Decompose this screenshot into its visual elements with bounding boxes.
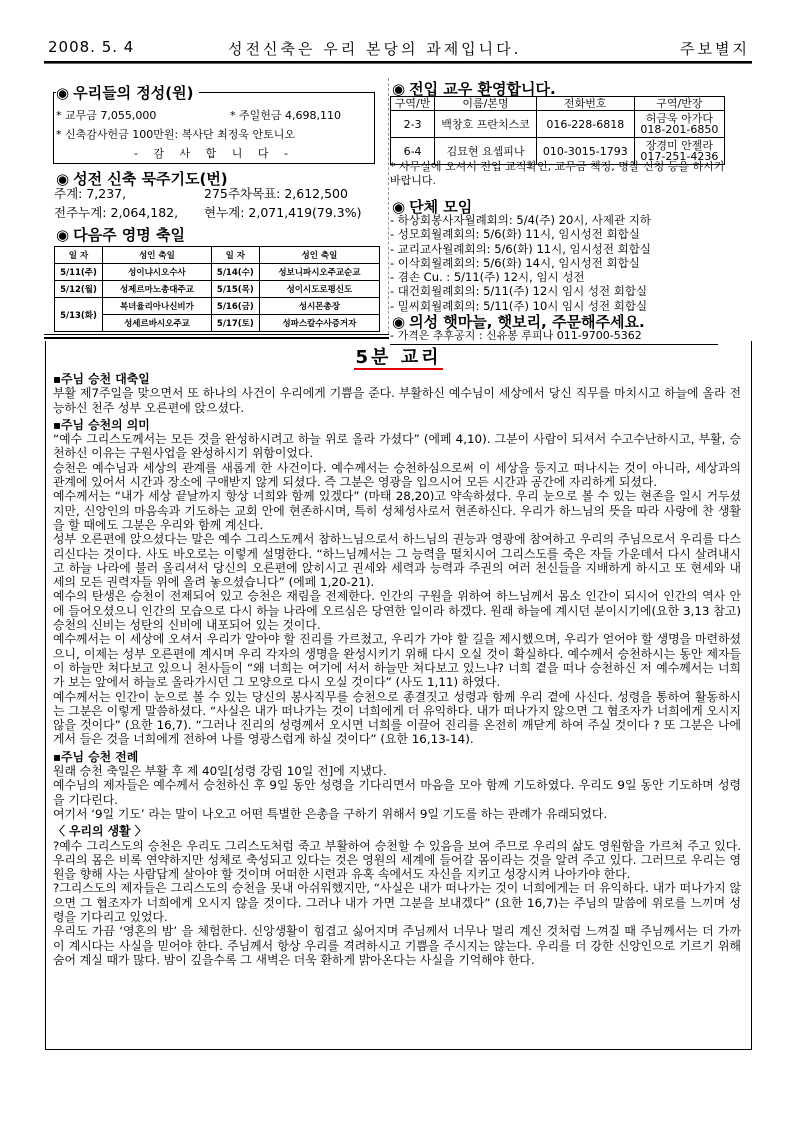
- offering-item: * 주일헌금 4,698,110: [230, 109, 341, 122]
- cell: 016-228-6818: [536, 111, 634, 138]
- cell: 성파스칼수사증거자: [259, 315, 379, 332]
- paragraph: ?그리스도의 제자들은 그리스도의 승천을 못내 아쉬워했지만, “사실은 내가 떠나가는 것이 너희에게는 더 유익하다. 내가 떠나가지 않으면 그 협조자가 너희에게 오시지 않을 것이다. 그러나 내가 가면 그분을 보내겠다” (요한 16,7)는 주님의 말씀에 위로를 느끼며 성령을 기다리고 있었다.: [53, 881, 741, 924]
- cell: [634, 111, 724, 138]
- garlic-heading: ◉ 의성 햇마늘, 햇보리, 주문해주세요.: [392, 313, 645, 331]
- section-heading: 〈 우리의 생활 〉: [53, 824, 147, 839]
- cell: 복녀율리아나신비가: [103, 298, 212, 315]
- garlic-note: - 가격은 추후공지 : 신유봉 루피나 011-9700-5362: [390, 327, 718, 345]
- paragraph: 부활 제7주일을 맞으면서 또 하나의 사건이 우리에게 기쁨을 준다. 부활하신 예수님이 세상에서 당신 직무를 마치시고 하늘에 올라 전능하신 천주 성부 오른편에 앉으셨다.: [53, 386, 741, 415]
- list-item: - 이삭회월례회의: 5/6(화) 14시, 임시성전 회합실: [390, 255, 640, 270]
- paragraph: 예수의 탄생은 승천이 전제되어 있고 승천은 재림을 전제한다. 인간의 구원을 위하여 하느님께서 몸소 인간이 되시어 인간의 역사 안에 들어오셨으니 인간의 모습으로 다시 하늘 나라에 오르심은 당연한 일이라 하겠다. 원래 하늘에 계시던 분이시기에(요한 3,13 참고) 승천의 신비는 성탄의 신비에 내포되어 있는 것이다.: [53, 589, 741, 633]
- cell: 5/12(월): [55, 281, 103, 298]
- bullseye-icon: ◉: [56, 226, 70, 244]
- column-header: 성인 축일: [259, 247, 379, 264]
- rosary-prev: 전주누계: 2,064,182,: [54, 205, 179, 220]
- paragraph: 우리도 가끔 ‘영혼의 밤’ 을 체험한다. 신앙생활이 힘겹고 싫어지며 주님께서 너무나 멀리 계신 것처럼 느껴질 때 주님께서는 더 가까이 계시다는 사실을 믿어야 한다. 주님께서 항상 우리를 격려하시고 기쁨을 주시지는 않는다. 우리를 더 강한 신앙인으로 기르기 위해 숨어 계실 때가 많다. 밤이 깊을수록 그 새벽은 더욱 환하게 밝아온다는 사실을 기억해야 한다.: [53, 924, 741, 967]
- offering-thanks: - 감 사 합 니 다 -: [133, 147, 295, 160]
- list-item: - 밀씨회월례회의: 5/11(주) 10시 임시 성전 회합실: [390, 298, 648, 313]
- paragraph: ?예수 그리스도의 승천은 우리도 그리스도처럼 죽고 부활하여 승천할 수 있음을 보여 주므로 우리의 삶도 영원함을 가르쳐 주고 있다. 우리의 몸은 비록 연약하지만 성체로 축성되고 있다는 것은 영원의 세계에 들어갈 몸이라는 것을 알려 주고 있다. 그러므로 우리는 영원을 향해 사는 사람답게 살아야 할 것이며 어떠한 시련과 유혹 속에서도 자신을 지키고 성장시켜 나아가야 한다.: [53, 838, 741, 882]
- cell: 6-4: [391, 138, 435, 165]
- list-item: - 하상회봉사자월례회의: 5/4(주) 20시, 사제관 지하: [390, 213, 651, 227]
- cell: 백창호 프란치스코: [435, 111, 537, 138]
- offering-heading: ◉ 우리들의 정성(원): [56, 82, 199, 103]
- column-header: 이름/본명: [435, 97, 537, 111]
- welcome-note: * 사무실에 오셔서 전입 교적확인, 교무금 책정, 명찰 신청 등을 하시기 바랍니다.: [390, 160, 725, 187]
- leader-phone: 017-251-4236: [640, 150, 719, 163]
- paragraph: 예수께서는 “내가 세상 끝날까지 항상 너희와 함께 있겠다” (마태 28,20)고 약속하셨다. 우리 눈으로 볼 수 있는 현존을 일시 거두셨지만, 신앙인의 마음속과 기도하는 교회 안에 현존하시며, 특히 성체성사로서 현존하신다. 우리가 하느님의 뜻을 따라 사랑에 찬 생활을 할 때에도 그분은 우리와 함께 계신다.: [53, 489, 741, 532]
- bullseye-icon: ◉: [56, 84, 70, 102]
- bullseye-icon: ◉: [56, 170, 70, 188]
- groups-heading: ◉ 단체 모임: [392, 198, 473, 216]
- rosary-goal: 275주차목표: 2,612,500: [204, 186, 348, 201]
- paragraph: 예수께서는 인간이 눈으로 볼 수 있는 당신의 봉사직무를 승천으로 종결짓고 성령과 함께 우리 곁에 사신다. 성령을 통하여 활동하시는 그분은 이렇게 말씀하셨다. “사실은 내가 떠나가는 것이 너희에게 더 유익하다. 내가 떠나가지 않으면 그 협조자가 너희에게 오시지 않을 것이다” (요한 16,7). “그러나 진리의 성령께서 오시면 너희를 이끌어 진리를 온전히 깨닫게 하여 주실 것이다 ? 또 그분은 나에게서 들은 것을 너희에게 전하여 나를 영광스럽게 하실 것이다” (요한 16,13-14).: [53, 689, 741, 747]
- section-heading: ▪주님 승천 전례: [53, 749, 139, 764]
- catechism-title: 5분 교리: [355, 347, 442, 368]
- leader-name: 허금욱 아가다: [645, 112, 713, 125]
- paragraph: “예수 그리스도께서는 모든 것을 완성하시려고 하늘 위로 올라 가셨다” (에페 4,10). 그분이 사람이 되셔서 수고수난하시고, 부활, 승천하신 이유는 구원사업을 완성하시기 위함이었다.: [53, 432, 741, 461]
- column-divider: [388, 78, 389, 334]
- paragraph: 성부 오른편에 앉으셨다는 말은 예수 그리스도께서 참하느님으로서 하느님의 권능과 영광에 참여하고 우리의 주님으로서 우리를 다스리신다는 것이다. 사도 바오로는 이렇게 설명한다. “하느님께서는 그 능력을 떨치시어 그리스도를 죽은 자들 가운데서 다시 살려내시고 하늘 나라에 불러 올리셔서 당신의 오른편에 앉히시고 권세와 세력과 능력과 주권의 여러 천신들을 지배하게 하시고 또 현세와 내세의 모든 권력자들 위에 올려 놓으셨습니다” (에페 1,20-21).: [53, 532, 741, 590]
- column-header: 성인 축일: [103, 247, 212, 264]
- cell: 성보니파시오주교순교: [259, 264, 379, 281]
- leader-name: 장경미 안젤라: [645, 139, 713, 152]
- column-header: 일 자: [55, 247, 103, 264]
- paragraph: 예수께서는 이 세상에 오셔서 우리가 알아야 할 진리를 가르쳤고, 우리가 가야 할 길을 제시했으며, 우리가 얻어야 할 생명을 마련하셨으니, 이제는 성부 오른편에 계시며 우리 각자의 생명을 완성시키기 위해 다시 오실 것이 확실하다. 예수께서 승천하시는 동안 제자들이 하늘만 쳐다보고 있으니 천사들이 “왜 너희는 여기에 서서 하늘만 쳐다보고 있느냐? 너희 곁을 떠나 승천하신 저 예수께서는 너희가 보는 앞에서 하늘로 올라가시던 그 모양으로 다시 오실 것이다” (사도 1,11) 하였다.: [53, 632, 741, 690]
- list-item: - 대건회월례회의: 5/11(주) 12시 임시 성전 회합실: [390, 284, 648, 299]
- table-row: [391, 111, 725, 138]
- paragraph: 여기서 ‘9일 기도’ 라는 말이 나오고 어떤 특별한 은총을 구하기 위해서 9일 기도를 하는 관례가 유래되었다.: [53, 806, 608, 821]
- column-header: 구역/반장: [634, 97, 724, 111]
- cell: 5/13(화): [55, 298, 103, 332]
- cell: 성이냐시오수사: [103, 264, 212, 281]
- column-header: 구역/반: [391, 97, 435, 111]
- catechism-body: [53, 369, 741, 967]
- rosary-heading: ◉ 성전 신축 묵주기도(번): [56, 170, 228, 188]
- paragraph: 예수님의 제자들은 예수께서 승천하신 후 9일 동안 성령을 기다리면서 마음을 모아 함께 기도하였다. 우리도 9일 동안 기도하며 성령을 기다린다.: [53, 778, 741, 807]
- section-heading: ▪주님 승천의 의미: [53, 417, 150, 432]
- cell: 5/15(목): [211, 281, 259, 298]
- table-row: [55, 264, 380, 281]
- feast-table: [54, 246, 380, 332]
- paragraph: 원래 승천 축일은 부활 후 제 40일[성령 강림 10일 전]에 지냈다.: [53, 764, 387, 779]
- cell: 5/11(주): [55, 264, 103, 281]
- bullseye-icon: ◉: [392, 313, 406, 331]
- list-item: - 교리교사월례회의: 5/6(화) 11시, 임시성전 회합실: [390, 241, 651, 256]
- rosary-total: 현누계: 2,071,419(79.3%): [204, 205, 362, 220]
- cell: 성시몬총장: [259, 298, 379, 315]
- bullseye-icon: ◉: [392, 198, 406, 216]
- cell: 5/14(수): [211, 264, 259, 281]
- cell: 010-3015-1793: [536, 138, 634, 165]
- bulletin-date: 2008. 5. 4: [48, 38, 135, 56]
- groups-list: [390, 213, 651, 313]
- leader-phone: 018-201-6850: [640, 123, 719, 136]
- welcome-heading: ◉ 전입 교우 환영합니다.: [392, 80, 556, 98]
- table-row: [55, 281, 380, 298]
- cell: 5/17(토): [211, 315, 259, 332]
- section-divider: [44, 334, 389, 339]
- list-item: - 성모회월례회의: 5/6(화) 11시, 임시성전 회합실: [390, 227, 640, 242]
- cell: 성이시도로평신도: [259, 281, 379, 298]
- table-row: [55, 315, 380, 332]
- feast-heading: ◉ 다음주 영명 축일: [56, 226, 185, 244]
- table-row: [55, 298, 380, 315]
- section-heading: ▪주님 승천 대축일: [53, 372, 150, 386]
- bulletin-label: 주보별지: [680, 40, 750, 58]
- list-item: - 겸손 Cu. : 5/11(주) 12시, 임시 성전: [390, 270, 585, 285]
- welcome-table: [390, 96, 725, 165]
- cell: 김묘현 요셉피나: [435, 138, 537, 165]
- rosary-stats: [54, 184, 362, 222]
- bulletin-title: 성전신축은 우리 본당의 과제입니다.: [228, 40, 522, 58]
- column-header: 전화번호: [536, 97, 634, 111]
- catechism-box: [45, 341, 752, 1050]
- rosary-week: 주계: 7,237,: [54, 186, 127, 201]
- cell: 5/16(금): [211, 298, 259, 315]
- offering-item: * 신축감사헌금 100만원: 복사단 최정욱 안토니오: [56, 128, 295, 141]
- column-header: 일 자: [211, 247, 259, 264]
- cell: 성세르바시오주교: [103, 315, 212, 332]
- offering-item: * 교무금 7,055,000: [56, 109, 157, 122]
- cell: 성제르마노총대주교: [103, 281, 212, 298]
- header-divider: [44, 61, 752, 64]
- paragraph: 승천은 예수님과 세상의 관계를 새롭게 한 사건이다. 예수께서는 승천하심으로써 이 세상을 등지고 떠나시는 것이 아니라, 세상과의 관계에 있어서 시간과 장소에 구애받지 않게 되셨다. 즉 그분은 영광을 입으시어 모든 시간과 공간에 자리하게 되셨다.: [53, 460, 741, 490]
- cell: 2-3: [391, 111, 435, 138]
- bullseye-icon: ◉: [392, 80, 406, 98]
